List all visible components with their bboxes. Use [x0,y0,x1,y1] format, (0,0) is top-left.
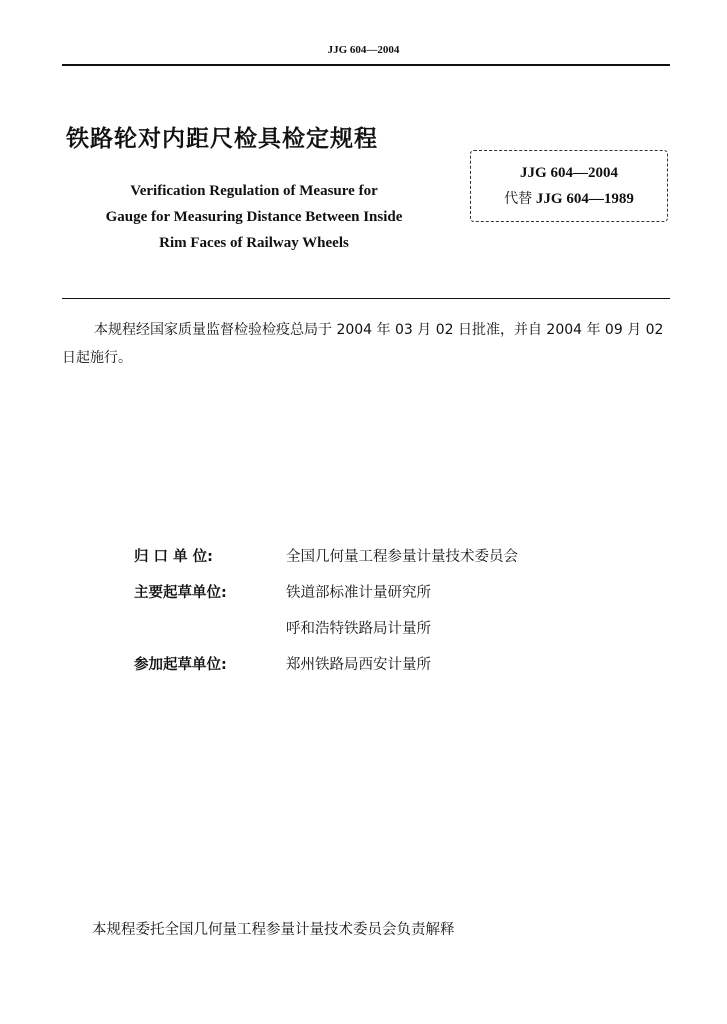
replace-word: 代替 [504,191,533,207]
unit-label: 归 口 单 位: [134,548,213,565]
title-en-line-1: Verification Regulation of Measure for [130,183,378,199]
document-title-english [62,178,446,256]
unit-value: 全国几何量工程参量计量技术委员会 [286,548,518,565]
unit-value: 呼和浩特铁路局计量所 [286,620,431,637]
replaced-code: JJG 604—1989 [535,191,634,207]
unit-row-main-drafter-2 [134,609,518,645]
unit-row-main-drafter [134,573,518,609]
standard-code: JJG 604—2004 [520,165,618,181]
unit-label: 主要起草单位: [134,584,227,601]
unit-value: 铁道部标准计量研究所 [286,584,431,601]
header-standard-code: JJG 604—2004 [327,44,400,56]
drafting-units [134,537,518,681]
unit-row-participating [134,645,518,681]
title-en-line-3: Rim Faces of Railway Wheels [159,235,349,251]
title-en-line-2: Gauge for Measuring Distance Between Inside [105,209,403,225]
header-divider [62,64,670,66]
unit-value: 郑州铁路局西安计量所 [286,656,431,673]
approval-statement: 本规程经国家质量监督检验检疫总局于 2004 年 03 月 02 日批准，并自 2004 年 09 月 02 日起施行。 [62,322,664,366]
section-divider [62,298,670,299]
document-title-chinese: 铁路轮对内距尺检具检定规程 [66,126,378,152]
interpretation-note: 本规程委托全国几何量工程参量计量技术委员会负责解释 [92,922,455,938]
unit-label: 参加起草单位: [134,656,227,673]
unit-row-responsible [134,537,518,573]
standard-code-box [470,150,668,222]
replaced-code-line [471,188,667,208]
